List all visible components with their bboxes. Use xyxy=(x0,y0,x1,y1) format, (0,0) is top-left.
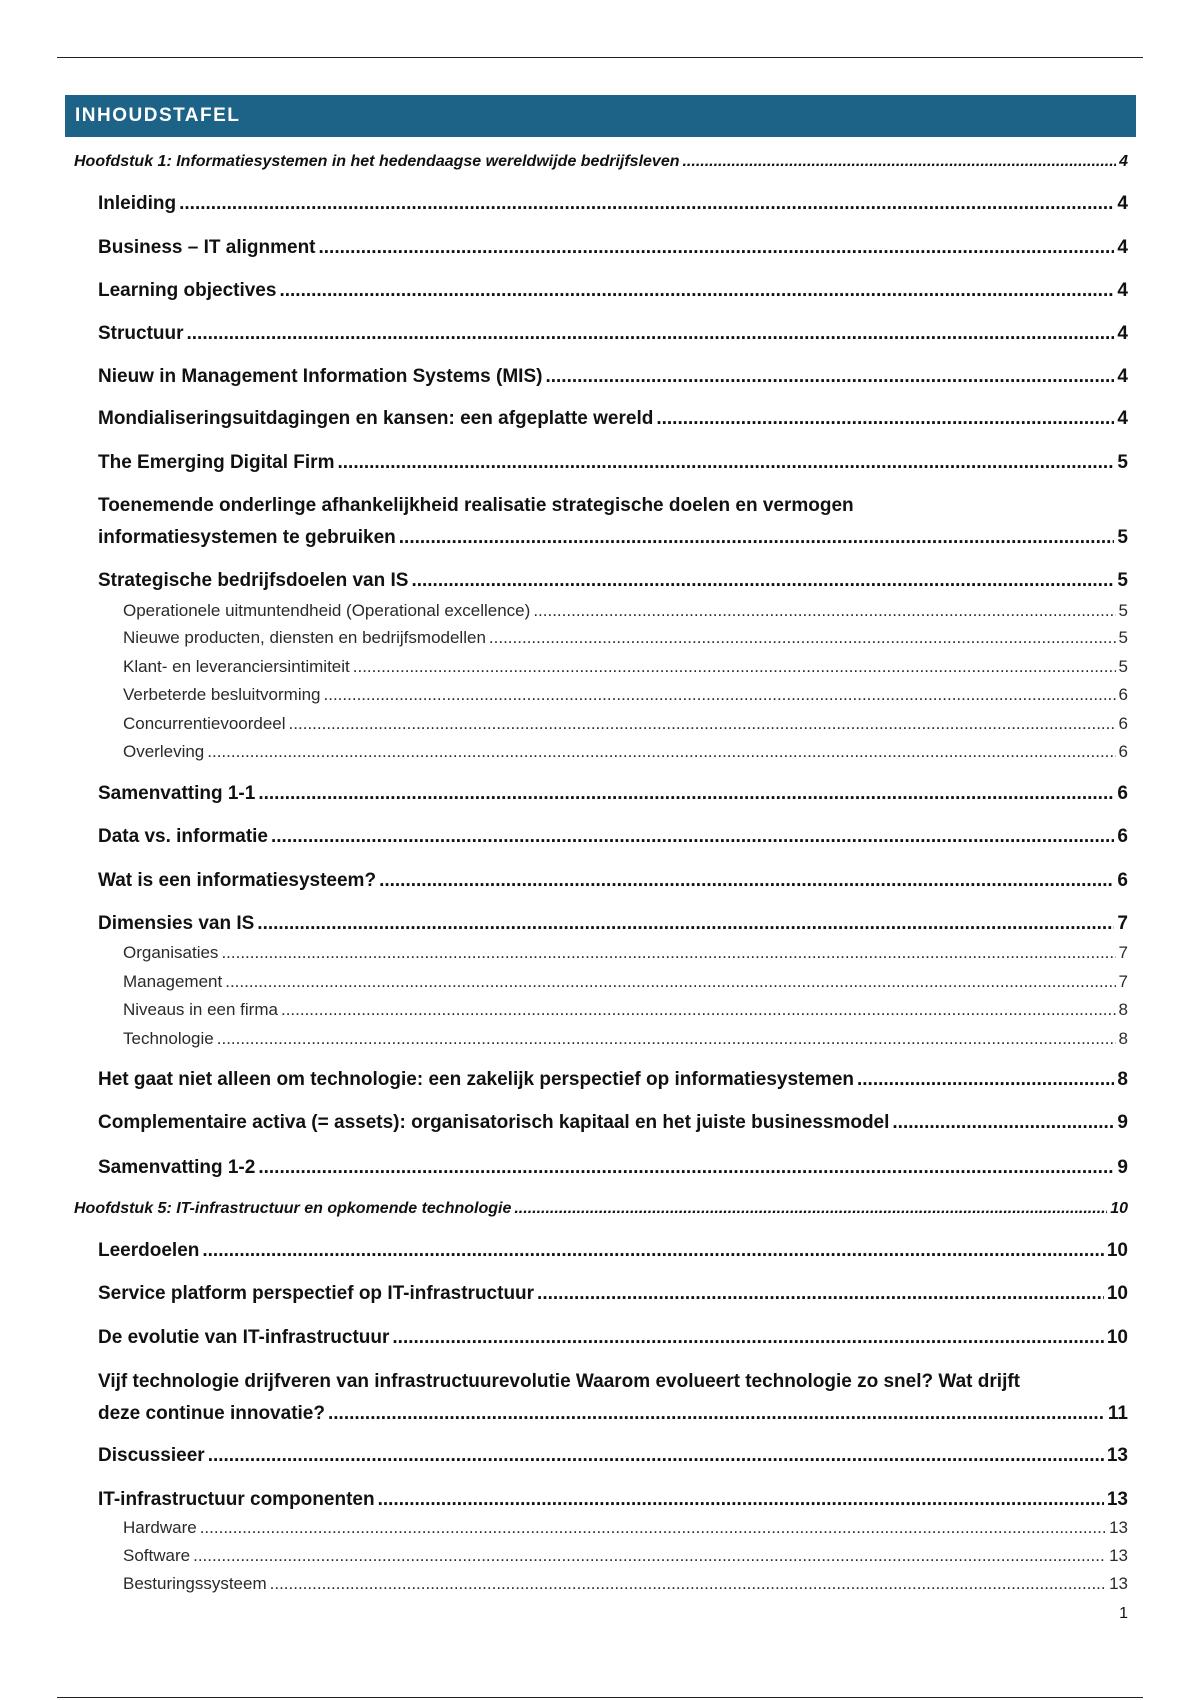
toc-entry-title: Learning objectives xyxy=(98,280,277,301)
toc-dot-leader xyxy=(378,1487,1104,1513)
toc-section-entry[interactable] xyxy=(98,781,1128,807)
toc-entry-page: 10 xyxy=(1110,1200,1128,1217)
toc-entry-title: Technologie xyxy=(123,1029,214,1048)
toc-dot-leader xyxy=(656,406,1114,432)
toc-entry-page: 13 xyxy=(1109,1574,1128,1593)
toc-dot-leader xyxy=(281,999,1116,1021)
toc-entry-page: 6 xyxy=(1117,870,1128,891)
toc-section-entry[interactable] xyxy=(98,1238,1128,1264)
toc-entry-title: Hoofdstuk 5: IT-infrastructuur en opkomende technologie xyxy=(74,1200,512,1217)
toc-entry-title: Structuur xyxy=(98,323,184,344)
toc-subsection-entry[interactable] xyxy=(123,999,1128,1021)
toc-entry-title: Nieuwe producten, diensten en bedrijfsmodellen xyxy=(123,628,486,647)
toc-dot-leader xyxy=(337,450,1114,476)
toc-entry-page: 10 xyxy=(1106,1327,1128,1348)
toc-entry-title-continued: informatiesystemen te gebruiken xyxy=(98,527,396,548)
toc-dot-leader xyxy=(514,1198,1107,1220)
toc-dot-leader xyxy=(270,1573,1106,1595)
toc-dot-leader xyxy=(328,1398,1105,1430)
toc-dot-leader xyxy=(258,781,1114,807)
toc-section-entry[interactable] xyxy=(98,1155,1128,1181)
toc-entry-title: Inleiding xyxy=(98,193,177,214)
toc-dot-leader xyxy=(225,971,1115,993)
toc-entry-title: Leerdoelen xyxy=(98,1240,200,1261)
toc-section-entry[interactable] xyxy=(98,568,1128,594)
toc-dot-leader xyxy=(399,522,1115,554)
toc-entry-page: 13 xyxy=(1109,1518,1128,1537)
toc-dot-leader xyxy=(857,1067,1114,1093)
toc-entry-page: 7 xyxy=(1118,972,1128,991)
toc-entry-title: Business – IT alignment xyxy=(98,237,316,258)
toc-entry-page: 6 xyxy=(1118,685,1128,704)
toc-entry-title: Vijf technologie drijfveren van infrastructuurevolutie Waarom evolueert technologie zo snel? Wat drijft xyxy=(98,1371,1021,1392)
toc-entry-title: Discussieer xyxy=(98,1445,205,1466)
toc-entry-page: 4 xyxy=(1117,408,1128,429)
toc-dot-leader xyxy=(271,824,1114,850)
toc-dot-leader xyxy=(537,1281,1104,1307)
toc-dot-leader xyxy=(258,1155,1114,1181)
toc-entry-page: 8 xyxy=(1118,1029,1128,1048)
toc-entry-title: Samenvatting 1-2 xyxy=(98,1157,256,1178)
toc-entry-title: Software xyxy=(123,1546,191,1565)
toc-entry-page: 5 xyxy=(1118,657,1128,676)
toc-dot-leader xyxy=(682,151,1116,173)
toc-entry-title: Complementaire activa (= assets): organisatorisch kapitaal en het juiste businessmodel xyxy=(98,1112,890,1133)
toc-entry-page: 9 xyxy=(1117,1157,1128,1178)
toc-entry-title: Klant- en leveranciersintimiteit xyxy=(123,657,350,676)
toc-entry-title: The Emerging Digital Firm xyxy=(98,452,335,473)
toc-entry-title: Wat is een informatiesysteem? xyxy=(98,870,377,891)
toc-entry-title: De evolutie van IT-infrastructuur xyxy=(98,1327,390,1348)
toc-entry-title: Mondialiseringsuitdagingen en kansen: een afgeplatte wereld xyxy=(98,408,654,429)
toc-dot-leader xyxy=(208,1443,1104,1469)
page-number: 1 xyxy=(1119,1605,1128,1622)
toc-entry-page: 7 xyxy=(1118,943,1128,962)
toc-dot-leader xyxy=(392,1325,1103,1351)
toc-entry-page: 5 xyxy=(1117,527,1128,548)
toc-entry-page: 4 xyxy=(1117,280,1128,301)
toc-entry-page: 4 xyxy=(1117,193,1128,214)
toc-entry-page: 5 xyxy=(1117,452,1128,473)
toc-entry-page: 5 xyxy=(1118,601,1128,620)
toc-entry-title: Overleving xyxy=(123,742,205,761)
toc-entry-page: 5 xyxy=(1118,628,1128,647)
toc-subsection-entry[interactable] xyxy=(123,713,1128,735)
toc-entry-title: Strategische bedrijfsdoelen van IS xyxy=(98,570,409,591)
toc-entry-page: 10 xyxy=(1106,1283,1128,1304)
toc-entry-title: Dimensies van IS xyxy=(98,913,255,934)
toc-dot-leader xyxy=(545,364,1114,390)
toc-entry-page: 8 xyxy=(1117,1069,1128,1090)
toc-entry-page: 4 xyxy=(1117,323,1128,344)
toc-entry-title: Data vs. informatie xyxy=(98,826,268,847)
toc-section-entry[interactable] xyxy=(98,911,1128,937)
toc-dot-leader xyxy=(324,684,1116,706)
footer-rule xyxy=(57,1697,1143,1698)
toc-section-entry[interactable] xyxy=(98,868,1128,894)
toc-dot-leader xyxy=(193,1545,1106,1567)
toc-entry-page: 6 xyxy=(1117,783,1128,804)
toc-subsection-entry[interactable] xyxy=(123,627,1128,649)
toc-section-entry[interactable] xyxy=(98,406,1128,432)
toc-entry-title-continued: deze continue innovatie? xyxy=(98,1403,325,1424)
toc-dot-leader xyxy=(533,600,1115,622)
toc-entry-page: 5 xyxy=(1117,570,1128,591)
toc-entry-title: Organisaties xyxy=(123,943,219,962)
toc-dot-leader xyxy=(379,868,1114,894)
toc-section-entry[interactable] xyxy=(98,1325,1128,1351)
toc-dot-leader xyxy=(257,911,1114,937)
toc-entry-page: 9 xyxy=(1117,1112,1128,1133)
toc-subsection-entry[interactable] xyxy=(123,684,1128,706)
toc-subsection-entry[interactable] xyxy=(123,600,1128,622)
toc-entry-title: Verbeterde besluitvorming xyxy=(123,685,321,704)
toc-section-entry[interactable] xyxy=(98,490,1128,554)
toc-entry-title: Nieuw in Management Information Systems (MIS) xyxy=(98,366,543,387)
toc-entry-title: Toenemende onderlinge afhankelijkheid realisatie strategische doelen en vermogen xyxy=(98,495,854,516)
toc-dot-leader xyxy=(217,1028,1116,1050)
toc-chapter-entry[interactable] xyxy=(74,1198,1128,1220)
toc-section-entry[interactable] xyxy=(98,278,1128,304)
toc-section-entry[interactable] xyxy=(98,321,1128,347)
toc-section-entry[interactable] xyxy=(98,450,1128,476)
toc-dot-leader xyxy=(353,656,1116,678)
toc-entry-page: 4 xyxy=(1117,366,1128,387)
toc-dot-leader xyxy=(489,627,1116,649)
toc-subsection-entry[interactable] xyxy=(123,971,1128,993)
toc-dot-leader xyxy=(221,942,1115,964)
toc-subsection-entry[interactable] xyxy=(123,741,1128,763)
toc-section-entry[interactable] xyxy=(98,1487,1128,1513)
toc-entry-page: 6 xyxy=(1118,714,1128,733)
toc-subsection-entry[interactable] xyxy=(123,1545,1128,1567)
toc-entry-page: 13 xyxy=(1106,1445,1128,1466)
toc-dot-leader xyxy=(207,741,1115,763)
toc-entry-title: Niveaus in een firma xyxy=(123,1000,278,1019)
toc-section-entry[interactable] xyxy=(98,1281,1128,1307)
toc-dot-leader xyxy=(411,568,1114,594)
toc-entry-title: Hoofdstuk 1: Informatiesystemen in het hedendaagse wereldwijde bedrijfsleven xyxy=(74,153,680,170)
toc-section-entry[interactable] xyxy=(98,1110,1128,1136)
toc-heading: INHOUDSTAFEL xyxy=(65,95,1136,137)
toc-entry-page: 7 xyxy=(1117,913,1128,934)
toc-dot-leader xyxy=(187,321,1115,347)
toc-entry-page: 6 xyxy=(1117,826,1128,847)
toc-dot-leader xyxy=(179,191,1114,217)
toc-entry-title: Besturingssysteem xyxy=(123,1574,267,1593)
toc-entry-page: 10 xyxy=(1106,1240,1128,1261)
toc-entry-title: Het gaat niet alleen om technologie: een zakelijk perspectief op informatiesystemen xyxy=(98,1069,854,1090)
toc-entry-title: Concurrentievoordeel xyxy=(123,714,286,733)
toc-subsection-entry[interactable] xyxy=(123,656,1128,678)
toc-section-entry[interactable] xyxy=(98,235,1128,261)
toc-dot-leader xyxy=(892,1110,1114,1136)
toc-entry-title: IT-infrastructuur componenten xyxy=(98,1489,375,1510)
toc-dot-leader xyxy=(279,278,1114,304)
toc-section-entry[interactable] xyxy=(98,364,1128,390)
toc-entry-page: 13 xyxy=(1109,1546,1128,1565)
toc-section-entry[interactable] xyxy=(98,191,1128,217)
toc-entry-title: Operationele uitmuntendheid (Operational excellence) xyxy=(123,601,531,620)
toc-subsection-entry[interactable] xyxy=(123,942,1128,964)
toc-section-entry[interactable] xyxy=(98,1443,1128,1469)
toc-entry-page: 8 xyxy=(1118,1000,1128,1019)
toc-entry-title: Samenvatting 1-1 xyxy=(98,783,256,804)
toc-subsection-entry[interactable] xyxy=(123,1517,1128,1539)
toc-dot-leader xyxy=(319,235,1115,261)
toc-entry-page: 6 xyxy=(1118,742,1128,761)
toc-entry-page: 4 xyxy=(1117,237,1128,258)
toc-dot-leader xyxy=(202,1238,1103,1264)
toc-dot-leader xyxy=(200,1517,1106,1539)
toc-entry-page: 13 xyxy=(1106,1489,1128,1510)
toc-entry-page: 11 xyxy=(1107,1403,1128,1424)
toc-entry-page: 4 xyxy=(1119,153,1128,170)
toc-entry-title: Hardware xyxy=(123,1518,197,1537)
toc-section-entry[interactable] xyxy=(98,1067,1128,1093)
toc-section-entry[interactable] xyxy=(98,824,1128,850)
toc-subsection-entry[interactable] xyxy=(123,1573,1128,1595)
toc-entry-title: Management xyxy=(123,972,223,991)
toc-subsection-entry[interactable] xyxy=(123,1028,1128,1050)
toc-entry-title: Service platform perspectief op IT-infrastructuur xyxy=(98,1283,535,1304)
toc-chapter-entry[interactable] xyxy=(74,151,1128,173)
toc-dot-leader xyxy=(289,713,1116,735)
toc-section-entry[interactable] xyxy=(98,1366,1128,1430)
